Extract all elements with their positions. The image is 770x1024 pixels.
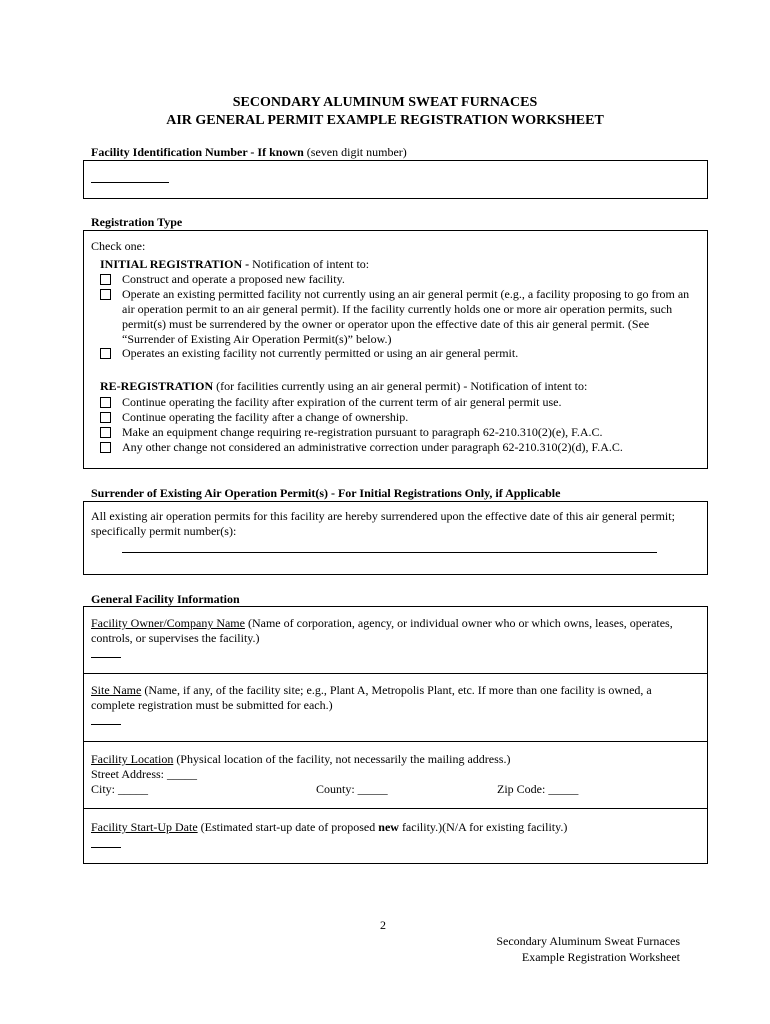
initial-option-1-label: Construct and operate a proposed new facility.	[122, 272, 345, 286]
initial-option-3-label: Operates an existing facility not currently permitted or using an air general permit.	[122, 346, 519, 360]
initial-option-2-checkbox[interactable]	[100, 289, 111, 300]
initial-option-2-label: Operate an existing permitted facility not currently using an air general permit (e.g., a facility proposing to go from an air operation permit to an air general permit). If the facility currently holds one or more air operation permits, such permit(s) must be surrendered by the owner or operator upon the effective date of this air general permit. (See “Surrender of Existing Air Operation Permit(s)” below.)	[122, 287, 690, 346]
general-info-label: General Facility Information	[91, 592, 240, 606]
site-name-blank[interactable]	[91, 724, 121, 725]
rereg-option-1-checkbox[interactable]	[100, 397, 111, 408]
rereg-option-2-checkbox[interactable]	[100, 412, 111, 423]
rereg-option-1-label: Continue operating the facility after expiration of the current term of air general permit use.	[122, 395, 562, 409]
site-divider	[83, 741, 708, 742]
zip-code-field[interactable]: Zip Code: _____	[497, 782, 579, 796]
surrender-text: All existing air operation permits for this facility are hereby surrendered upon the effective date of this air general permit; specifically permit number(s):	[91, 509, 675, 538]
check-one-label: Check one:	[91, 239, 146, 253]
owner-blank[interactable]	[91, 657, 121, 658]
county-field[interactable]: County: _____	[316, 782, 388, 796]
rereg-option-3-label: Make an equipment change requiring re-registration pursuant to paragraph 62-210.310(2)(e), F.A.C.	[122, 425, 603, 439]
initial-registration-heading: INITIAL REGISTRATION - Notification of intent to:	[100, 257, 370, 271]
startup-date-label: Facility Start-Up Date (Estimated start-up date of proposed new facility.)(N/A for existing facility.)	[91, 820, 568, 834]
facility-id-blank[interactable]	[91, 182, 169, 183]
document-title-line1: SECONDARY ALUMINUM SWEAT FURNACES	[232, 95, 538, 110]
street-address-field[interactable]: Street Address: _____	[91, 767, 197, 781]
registration-type-label: Registration Type	[91, 215, 183, 229]
reregistration-heading: RE-REGISTRATION (for facilities currently using an air general permit) - Notification of intent to:	[100, 379, 588, 393]
city-field[interactable]: City: _____	[91, 782, 149, 796]
location-label: Facility Location (Physical location of the facility, not necessarily the mailing address.)	[91, 752, 511, 766]
owner-divider	[83, 673, 708, 674]
footer-line1: Secondary Aluminum Sweat Furnaces	[496, 934, 680, 948]
rereg-option-4-label: Any other change not considered an administrative correction under paragraph 62-210.310(2)(d), F.A.C.	[122, 440, 623, 454]
site-name-label: Site Name (Name, if any, of the facility site; e.g., Plant A, Metropolis Plant, etc. If more than one facility is owned, a complete registration must be submitted for each.)	[91, 683, 652, 712]
initial-option-1-checkbox[interactable]	[100, 274, 111, 285]
startup-date-blank[interactable]	[91, 847, 121, 848]
footer-line2: Example Registration Worksheet	[521, 950, 680, 964]
rereg-option-2-label: Continue operating the facility after a change of ownership.	[122, 410, 409, 424]
initial-option-3-checkbox[interactable]	[100, 348, 111, 359]
rereg-option-4-checkbox[interactable]	[100, 442, 111, 453]
permit-numbers-blank[interactable]	[122, 552, 657, 553]
surrender-label: Surrender of Existing Air Operation Permit(s) - For Initial Registrations Only, if Applicable	[91, 486, 561, 500]
facility-id-box[interactable]	[83, 160, 708, 199]
document-title-line2: AIR GENERAL PERMIT EXAMPLE REGISTRATION WORKSHEET	[166, 113, 604, 128]
page-number: 2	[380, 918, 386, 932]
location-divider	[83, 808, 708, 809]
rereg-option-3-checkbox[interactable]	[100, 427, 111, 438]
facility-id-label: Facility Identification Number - If known (seven digit number)	[91, 145, 407, 159]
owner-label: Facility Owner/Company Name (Name of corporation, agency, or individual owner who or which owns, leases, operates, controls, or supervises the facility.)	[91, 616, 673, 645]
footer-text	[496, 933, 680, 965]
